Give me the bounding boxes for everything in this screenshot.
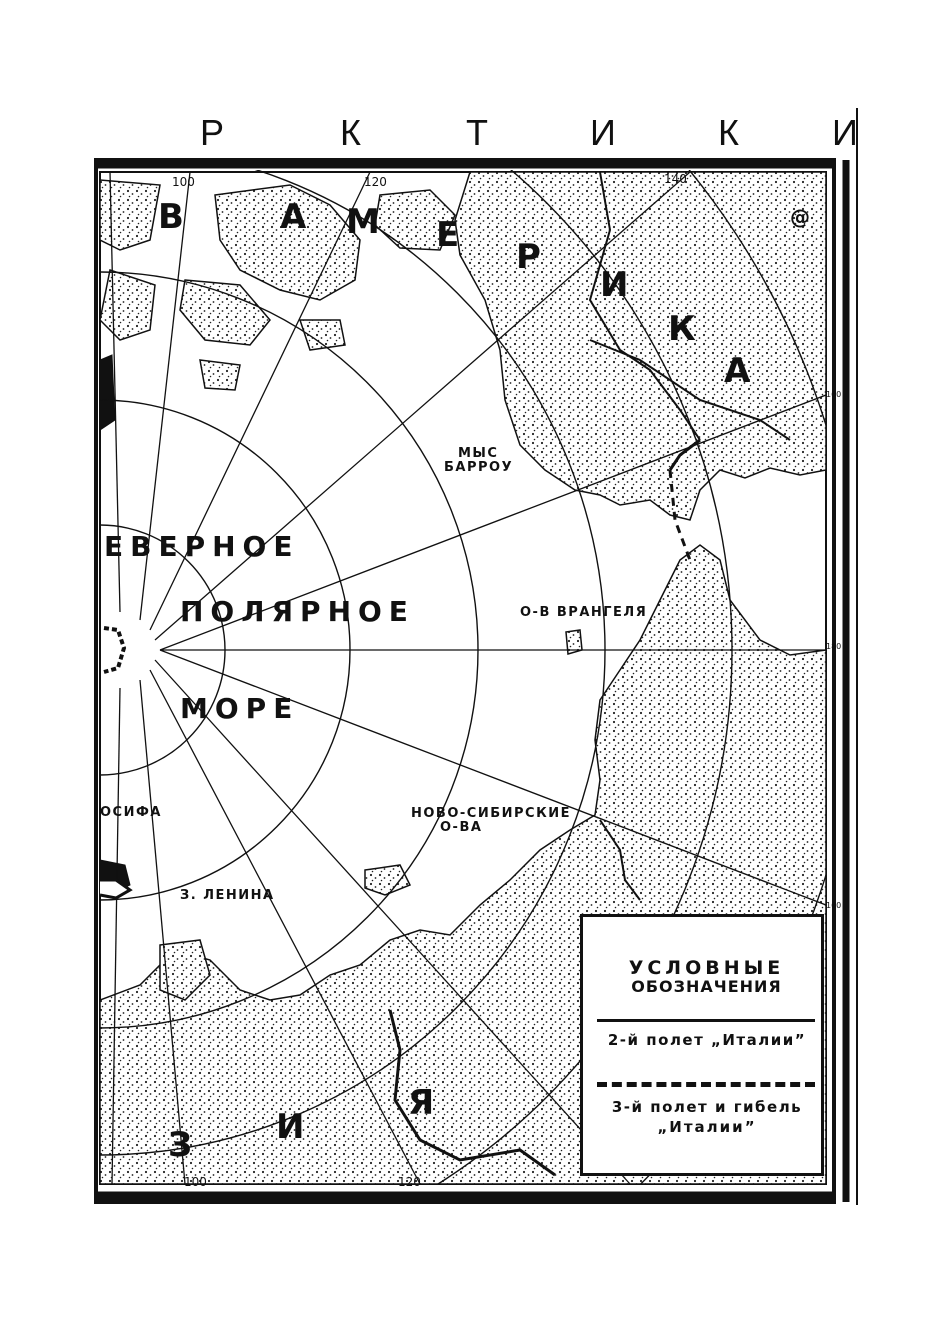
legend-item2-label-line1: 3-й полет и гибель: [611, 1098, 803, 1116]
legend-dashed-line: [597, 1082, 815, 1087]
tick-bottom-100: 100: [184, 1175, 207, 1189]
heading-letter-6: И: [832, 112, 858, 153]
legend-solid-line: [597, 1019, 815, 1022]
map-heading: [0, 112, 936, 162]
label-america-letter-0: В: [158, 197, 184, 237]
heading-letter-2: К: [340, 112, 361, 153]
tick-right-180: 180: [826, 642, 842, 651]
label-sea-line3: МОРЕ: [180, 692, 300, 725]
label-cape-barrow-line1: МЫС: [458, 446, 499, 461]
label-america-letter-5: И: [600, 265, 629, 305]
corner-mark-icon: @: [790, 205, 810, 229]
legend-item-3rd-flight: [597, 1082, 817, 1136]
tick-top-120: 120: [364, 175, 387, 189]
legend-title-line1: УСЛОВНЫЕ: [628, 957, 785, 979]
greenland-edge: [100, 355, 115, 430]
label-sea-line1: ЕВЕРНОЕ: [104, 530, 300, 563]
label-asia-letter-1: З: [168, 1125, 193, 1165]
legend-item1-label: 2-й полет „Италии”: [607, 1031, 807, 1049]
label-cape-barrow-line2: БАРРОУ: [444, 460, 514, 475]
label-asia-letter-3: Я: [408, 1083, 435, 1123]
label-franz-josef: ОСИФА: [100, 805, 162, 820]
label-america-letter-4: Р: [516, 237, 541, 277]
arctic-island-2: [180, 280, 270, 345]
legend-item-2nd-flight: [597, 1019, 817, 1049]
label-wrangel: О-В ВРАНГЕЛЯ: [520, 605, 648, 620]
north-pole-marker: [104, 628, 124, 672]
label-america-letter-7: А: [724, 351, 751, 391]
legend-title-line2: ОБОЗНАЧЕНИЯ: [631, 976, 782, 996]
heading-letter-5: К: [718, 112, 739, 153]
tick-bottom-120: 120: [398, 1175, 421, 1189]
heading-letter-1: Р: [200, 112, 225, 153]
legend-item2-label-line2: „Италии”: [657, 1118, 757, 1136]
label-america-letter-3: Е: [436, 215, 460, 255]
label-novosibirsk-line2: О-ВА: [440, 820, 483, 835]
label-lenin-land: З. ЛЕНИНА: [180, 888, 275, 903]
map-legend: [580, 914, 824, 1176]
tick-right-160-bottom: 160: [826, 901, 842, 910]
arctic-island-6: [300, 320, 345, 350]
label-america-letter-2: М: [346, 202, 380, 242]
label-america-letter-6: К: [668, 309, 696, 349]
arctic-island-7: [200, 360, 240, 390]
novosibirsk-islands: [365, 865, 410, 895]
label-novosibirsk-line1: НОВО-СИБИРСКИЕ: [411, 806, 571, 821]
label-sea-line2: ПОЛЯРНОЕ: [180, 595, 415, 628]
label-asia-letter-2: И: [276, 1107, 305, 1147]
tick-top-140: 140: [664, 172, 687, 186]
heading-letter-4: И: [590, 112, 616, 153]
label-america-letter-1: А: [280, 197, 307, 237]
heading-letter-3: Т: [466, 112, 488, 153]
arctic-island-4: [100, 270, 155, 340]
tick-right-160-top: 160: [826, 390, 842, 399]
arctic-island-3: [100, 180, 160, 250]
tick-top-100: 100: [172, 175, 195, 189]
legend-title: [599, 959, 814, 996]
